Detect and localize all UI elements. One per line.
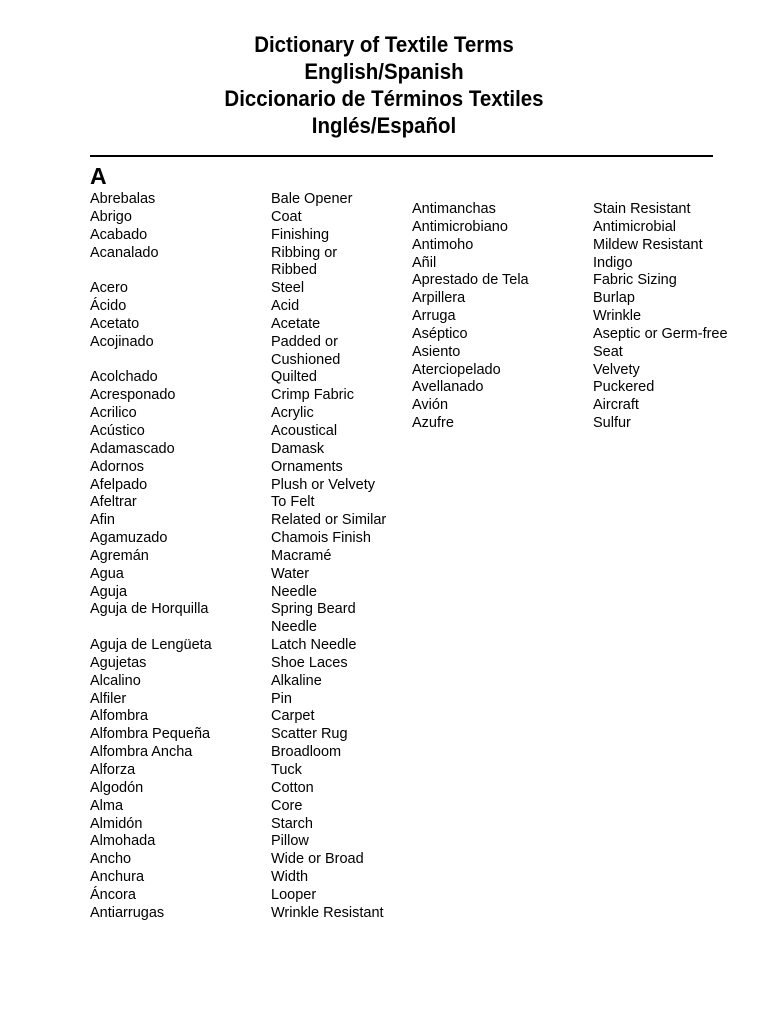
term-entry: Arruga <box>412 308 456 325</box>
term-entry: Cotton <box>271 779 314 796</box>
term-entry: Acústico <box>90 422 145 439</box>
term-entry: Width <box>271 869 309 886</box>
term-entry: Ornaments <box>271 458 343 475</box>
horizontal-rule <box>90 155 713 157</box>
term-entry: Acetato <box>90 315 140 332</box>
term-entry: Aséptico <box>412 325 468 342</box>
term-entry: Spring Beard <box>271 601 356 618</box>
term-entry: Broadloom <box>271 744 342 761</box>
term-entry: Crimp Fabric <box>271 387 354 404</box>
term-entry: Alkaline <box>271 672 322 689</box>
term-entry: Alforza <box>90 762 136 778</box>
term-entry: Alfombra Ancha <box>90 744 193 761</box>
term-entry: Alma <box>90 797 124 814</box>
term-entry: Alfiler <box>90 690 127 707</box>
spanish-terms-column-2 <box>412 201 529 433</box>
term-entry: Bale Opener <box>271 191 353 207</box>
title-line: Diccionario de Términos Textiles <box>224 86 544 111</box>
term-entry: Aterciopelado <box>412 361 501 378</box>
term-entry: Plush or Velvety <box>271 476 375 493</box>
term-entry: Antiarrugas <box>90 904 165 921</box>
term-entry: Needle <box>271 583 317 600</box>
term-entry: Coat <box>271 208 302 225</box>
term-entry: Starch <box>271 815 313 832</box>
term-entry: Acetate <box>271 315 321 332</box>
term-entry: Añil <box>412 254 437 271</box>
term-entry: Afelpado <box>90 476 148 493</box>
term-entry: Aseptic or Germ-free <box>593 325 728 342</box>
term-entry: Aguja de Horquilla <box>90 601 209 618</box>
term-entry: Burlap <box>593 290 635 307</box>
term-entry: Wide or Broad <box>271 851 364 868</box>
term-entry: Acrilico <box>90 405 137 422</box>
term-entry: Cushioned <box>271 351 341 368</box>
term-entry: Aprestado de Tela <box>412 272 529 289</box>
term-entry: Acresponado <box>90 387 176 404</box>
term-entry: Asiento <box>412 343 461 360</box>
term-entry: Pillow <box>271 833 309 850</box>
term-entry: Latch Needle <box>271 637 357 654</box>
term-entry: Antimicrobiano <box>412 218 508 235</box>
term-entry: Macramé <box>271 547 332 564</box>
term-entry: Acoustical <box>271 422 338 439</box>
term-entry: Abrebalas <box>90 191 156 207</box>
term-entry: Aguja de Lengüeta <box>90 637 212 654</box>
term-entry: Agremán <box>90 547 149 564</box>
term-entry: To Felt <box>271 494 315 511</box>
term-entry: Antimanchas <box>412 201 496 217</box>
section-letter: A <box>90 163 107 189</box>
term-entry: Almohada <box>90 833 156 850</box>
term-entry: Damask <box>271 440 325 457</box>
term-entry: Aircraft <box>593 397 639 414</box>
term-entry: Agujetas <box>90 654 147 671</box>
term-entry: Ribbed <box>271 262 317 279</box>
spanish-terms-column-1 <box>90 191 212 923</box>
term-entry: Related or Similar <box>271 512 387 529</box>
term-entry: Shoe Laces <box>271 654 348 671</box>
term-entry: Chamois Finish <box>271 530 371 547</box>
term-entry: Adamascado <box>90 440 175 457</box>
term-entry: Sulfur <box>593 415 631 432</box>
term-entry: Needle <box>271 619 317 636</box>
term-entry: Azufre <box>412 415 454 432</box>
term-entry: Afin <box>90 512 115 529</box>
term-entry: Arpillera <box>412 290 466 307</box>
entry-spacer <box>90 262 212 280</box>
term-entry: Áncora <box>90 886 136 903</box>
term-entry: Wrinkle Resistant <box>271 904 384 921</box>
title-line: English/Spanish <box>304 59 464 84</box>
term-entry: Avión <box>412 397 449 414</box>
term-entry: Quilted <box>271 369 317 386</box>
term-entry: Velvety <box>593 361 640 378</box>
term-entry: Mildew Resistant <box>593 236 703 253</box>
entry-spacer <box>90 352 212 370</box>
term-entry: Acolchado <box>90 369 158 386</box>
title-line: Dictionary of Textile Terms <box>254 32 514 57</box>
term-entry: Acid <box>271 298 300 315</box>
term-entry: Seat <box>593 343 623 360</box>
term-entry: Abrigo <box>90 208 132 225</box>
term-entry: Acero <box>90 280 128 297</box>
term-entry: Algodón <box>90 779 144 796</box>
term-entry: Acrylic <box>271 405 314 422</box>
term-entry: Almidón <box>90 815 143 832</box>
term-entry: Agua <box>90 565 124 582</box>
term-entry: Ácido <box>90 298 127 315</box>
term-entry: Tuck <box>271 762 302 778</box>
term-entry: Alcalino <box>90 672 141 689</box>
term-entry: Looper <box>271 886 317 903</box>
entry-spacer <box>90 619 212 637</box>
term-entry: Ribbing or <box>271 244 338 261</box>
term-entry: Alfombra Pequeña <box>90 726 211 743</box>
term-entry: Finishing <box>271 226 330 243</box>
term-entry: Afeltrar <box>90 494 137 511</box>
term-entry: Adornos <box>90 458 145 475</box>
document-title <box>0 31 768 139</box>
term-entry: Acabado <box>90 226 148 243</box>
term-entry: Indigo <box>593 254 633 271</box>
english-terms-column-1 <box>271 191 386 923</box>
term-entry: Pin <box>271 690 292 707</box>
term-entry: Stain Resistant <box>593 201 691 217</box>
term-entry: Fabric Sizing <box>593 272 677 289</box>
term-entry: Water <box>271 565 310 582</box>
term-entry: Anchura <box>90 869 145 886</box>
term-entry: Padded or <box>271 333 338 350</box>
term-entry: Puckered <box>593 379 655 396</box>
title-line: Inglés/Español <box>311 113 457 138</box>
term-entry: Core <box>271 797 303 814</box>
term-entry: Scatter Rug <box>271 726 348 743</box>
term-entry: Alfombra <box>90 708 149 725</box>
english-terms-column-2 <box>593 201 728 433</box>
term-entry: Ancho <box>90 851 132 868</box>
term-entry: Acojinado <box>90 333 154 350</box>
term-entry: Aguja <box>90 583 128 600</box>
term-entry: Agamuzado <box>90 530 168 547</box>
term-entry: Avellanado <box>412 379 484 396</box>
term-entry: Antimicrobial <box>593 218 676 235</box>
term-entry: Wrinkle <box>593 308 642 325</box>
term-entry: Carpet <box>271 708 315 725</box>
term-entry: Antimoho <box>412 236 474 253</box>
term-entry: Steel <box>271 280 305 297</box>
term-entry: Acanalado <box>90 244 159 261</box>
